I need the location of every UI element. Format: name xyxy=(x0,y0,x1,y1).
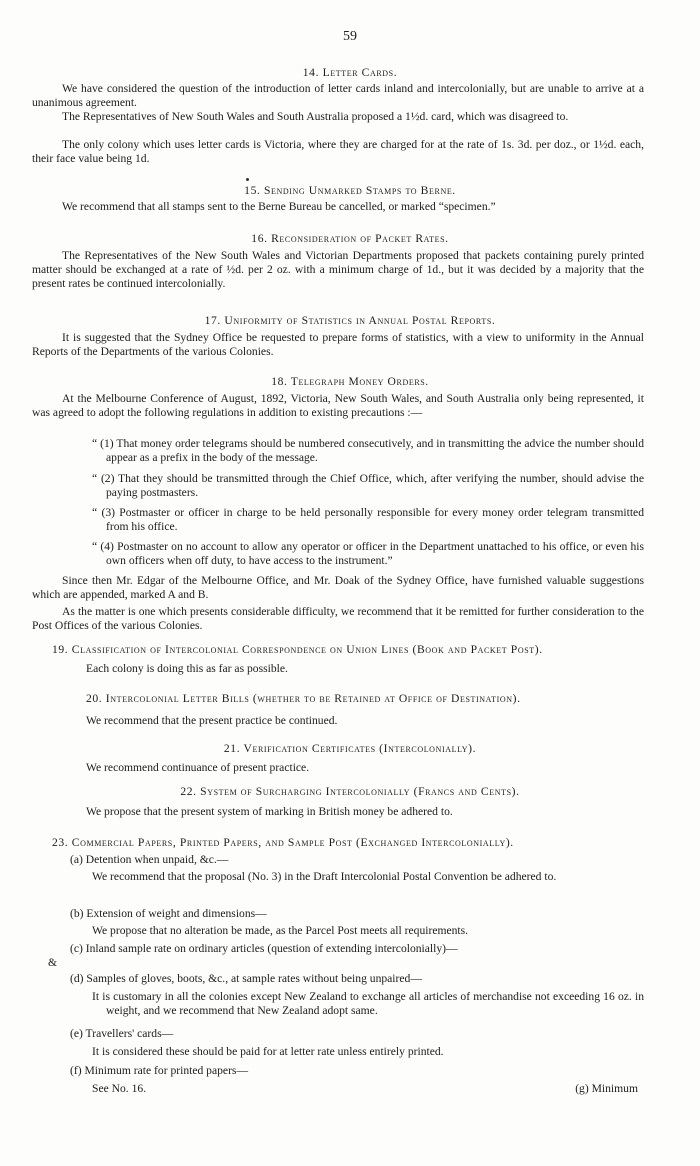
section-23-item-a-label: (a) Detention when unpaid, &c.— xyxy=(70,853,229,866)
section-23-item-d-label: (d) Samples of gloves, boots, &c., at sample rates without being unpaired— xyxy=(70,972,422,985)
section-20-paragraph-1: We recommend that the present practice be continued. xyxy=(86,714,338,727)
section-18-quote-4: “ (4) Postmaster on no account to allow any operator or officer in the Department unattached to his office, or even his own officers when off duty, to have access to the instrument.” xyxy=(92,540,644,567)
section-14-paragraph-1: We have considered the question of the introduction of letter cards inland and intercolonially, but are unable to arrive at a unanimous agreement. xyxy=(32,82,644,109)
section-19-heading: 19. Classification of Intercolonial Correspondence on Union Lines (Book and Packet Post). xyxy=(52,643,543,656)
section-17-heading: 17. Uniformity of Statistics in Annual Postal Reports. xyxy=(204,314,496,327)
section-18-quote-1: “ (1) That money order telegrams should be numbered consecutively, and in transmitting the advice the number should appear as a prefix in the body of the message. xyxy=(92,437,644,464)
section-15-paragraph-1: We recommend that all stamps sent to the Berne Bureau be cancelled, or marked “specimen.” xyxy=(62,200,496,213)
section-23-heading: 23. Commercial Papers, Printed Papers, and Sample Post (Exchanged Intercolonially). xyxy=(52,836,514,849)
section-23-item-f-text: See No. 16. xyxy=(92,1082,147,1095)
section-21-heading: 21. Verification Certificates (Intercolonially). xyxy=(223,742,477,755)
section-18-paragraph-1: At the Melbourne Conference of August, 1892, Victoria, New South Wales, and South Australia only being represented, it was agreed to adopt the following regulations in addition to existing precautions :— xyxy=(32,392,644,419)
section-16-heading: 16. Reconsideration of Packet Rates. xyxy=(251,232,449,245)
section-14-heading: 14. Letter Cards. xyxy=(302,66,398,79)
section-19-paragraph-1: Each colony is doing this as far as possible. xyxy=(86,662,288,675)
page-number: 59 xyxy=(343,29,357,44)
section-21-paragraph-1: We recommend continuance of present practice. xyxy=(86,761,310,774)
section-23-item-b-label: (b) Extension of weight and dimensions— xyxy=(70,907,267,920)
section-22-paragraph-1: We propose that the present system of marking in British money be adhered to. xyxy=(86,805,453,818)
section-23-item-a-text: We recommend that the proposal (No. 3) in the Draft Intercolonial Postal Convention be adhered to. xyxy=(92,870,557,883)
section-23-item-b-text: We propose that no alteration be made, as the Parcel Post meets all requirements. xyxy=(92,924,469,937)
section-14-paragraph-2: The Representatives of New South Wales and South Australia proposed a 1½d. card, which was disagreed to. xyxy=(62,110,569,123)
section-18-heading: 18. Telegraph Money Orders. xyxy=(271,375,429,388)
catchword: (g) Minimum xyxy=(575,1082,638,1095)
section-20-heading: 20. Intercolonial Letter Bills (whether to be Retained at Office of Destination). xyxy=(86,692,521,705)
ampersand-mark: & xyxy=(48,956,58,969)
section-23-item-e-text: It is considered these should be paid for at letter rate unless entirely printed. xyxy=(92,1045,444,1058)
section-23-item-c-label: (c) Inland sample rate on ordinary articles (question of extending intercolonially)— xyxy=(70,942,458,955)
section-23-item-e-label: (e) Travellers' cards— xyxy=(70,1027,174,1040)
section-17-paragraph-1: It is suggested that the Sydney Office be requested to prepare forms of statistics, with a view to uniformity in the Annual Reports of the Departments of the various Colonies. xyxy=(32,331,644,358)
section-15-heading: 15. Sending Unmarked Stamps to Berne. xyxy=(244,184,456,197)
section-14-paragraph-3: The only colony which uses letter cards is Victoria, where they are charged for at the rate of 1s. 3d. per doz., or 1½d. each, their face value being 1d. xyxy=(32,138,644,165)
section-18-quote-3: “ (3) Postmaster or officer in charge to be held personally responsible for every money order telegram transmitted from his office. xyxy=(92,506,644,533)
section-18-quote-2: “ (2) That they should be transmitted through the Chief Office, which, after verifying the number, should advise the paying postmasters. xyxy=(92,472,644,499)
section-23-item-f-label: (f) Minimum rate for printed papers— xyxy=(70,1064,249,1077)
section-22-heading: 22. System of Surcharging Intercolonially (Francs and Cents). xyxy=(180,785,520,798)
section-18-paragraph-3: As the matter is one which presents considerable difficulty, we recommend that it be remitted for further consideration to the Post Offices of the various Colonies. xyxy=(32,605,644,632)
section-16-paragraph-1: The Representatives of the New South Wales and Victorian Departments proposed that packets containing purely printed matter should be exchanged at a rate of ½d. per 2 oz. with a minimum charge of 1d., but it was decided by a majority that the present rates be continued intercolonially. xyxy=(32,249,644,290)
ink-dot-mark xyxy=(246,178,249,181)
section-18-paragraph-2: Since then Mr. Edgar of the Melbourne Office, and Mr. Doak of the Sydney Office, have furnished valuable suggestions which are appended, marked A and B. xyxy=(32,574,644,601)
section-23-item-d-text: It is customary in all the colonies except New Zealand to exchange all articles of merchandise not exceeding 16 oz. in weight, and we recommend that New Zealand adopt same. xyxy=(92,990,644,1017)
